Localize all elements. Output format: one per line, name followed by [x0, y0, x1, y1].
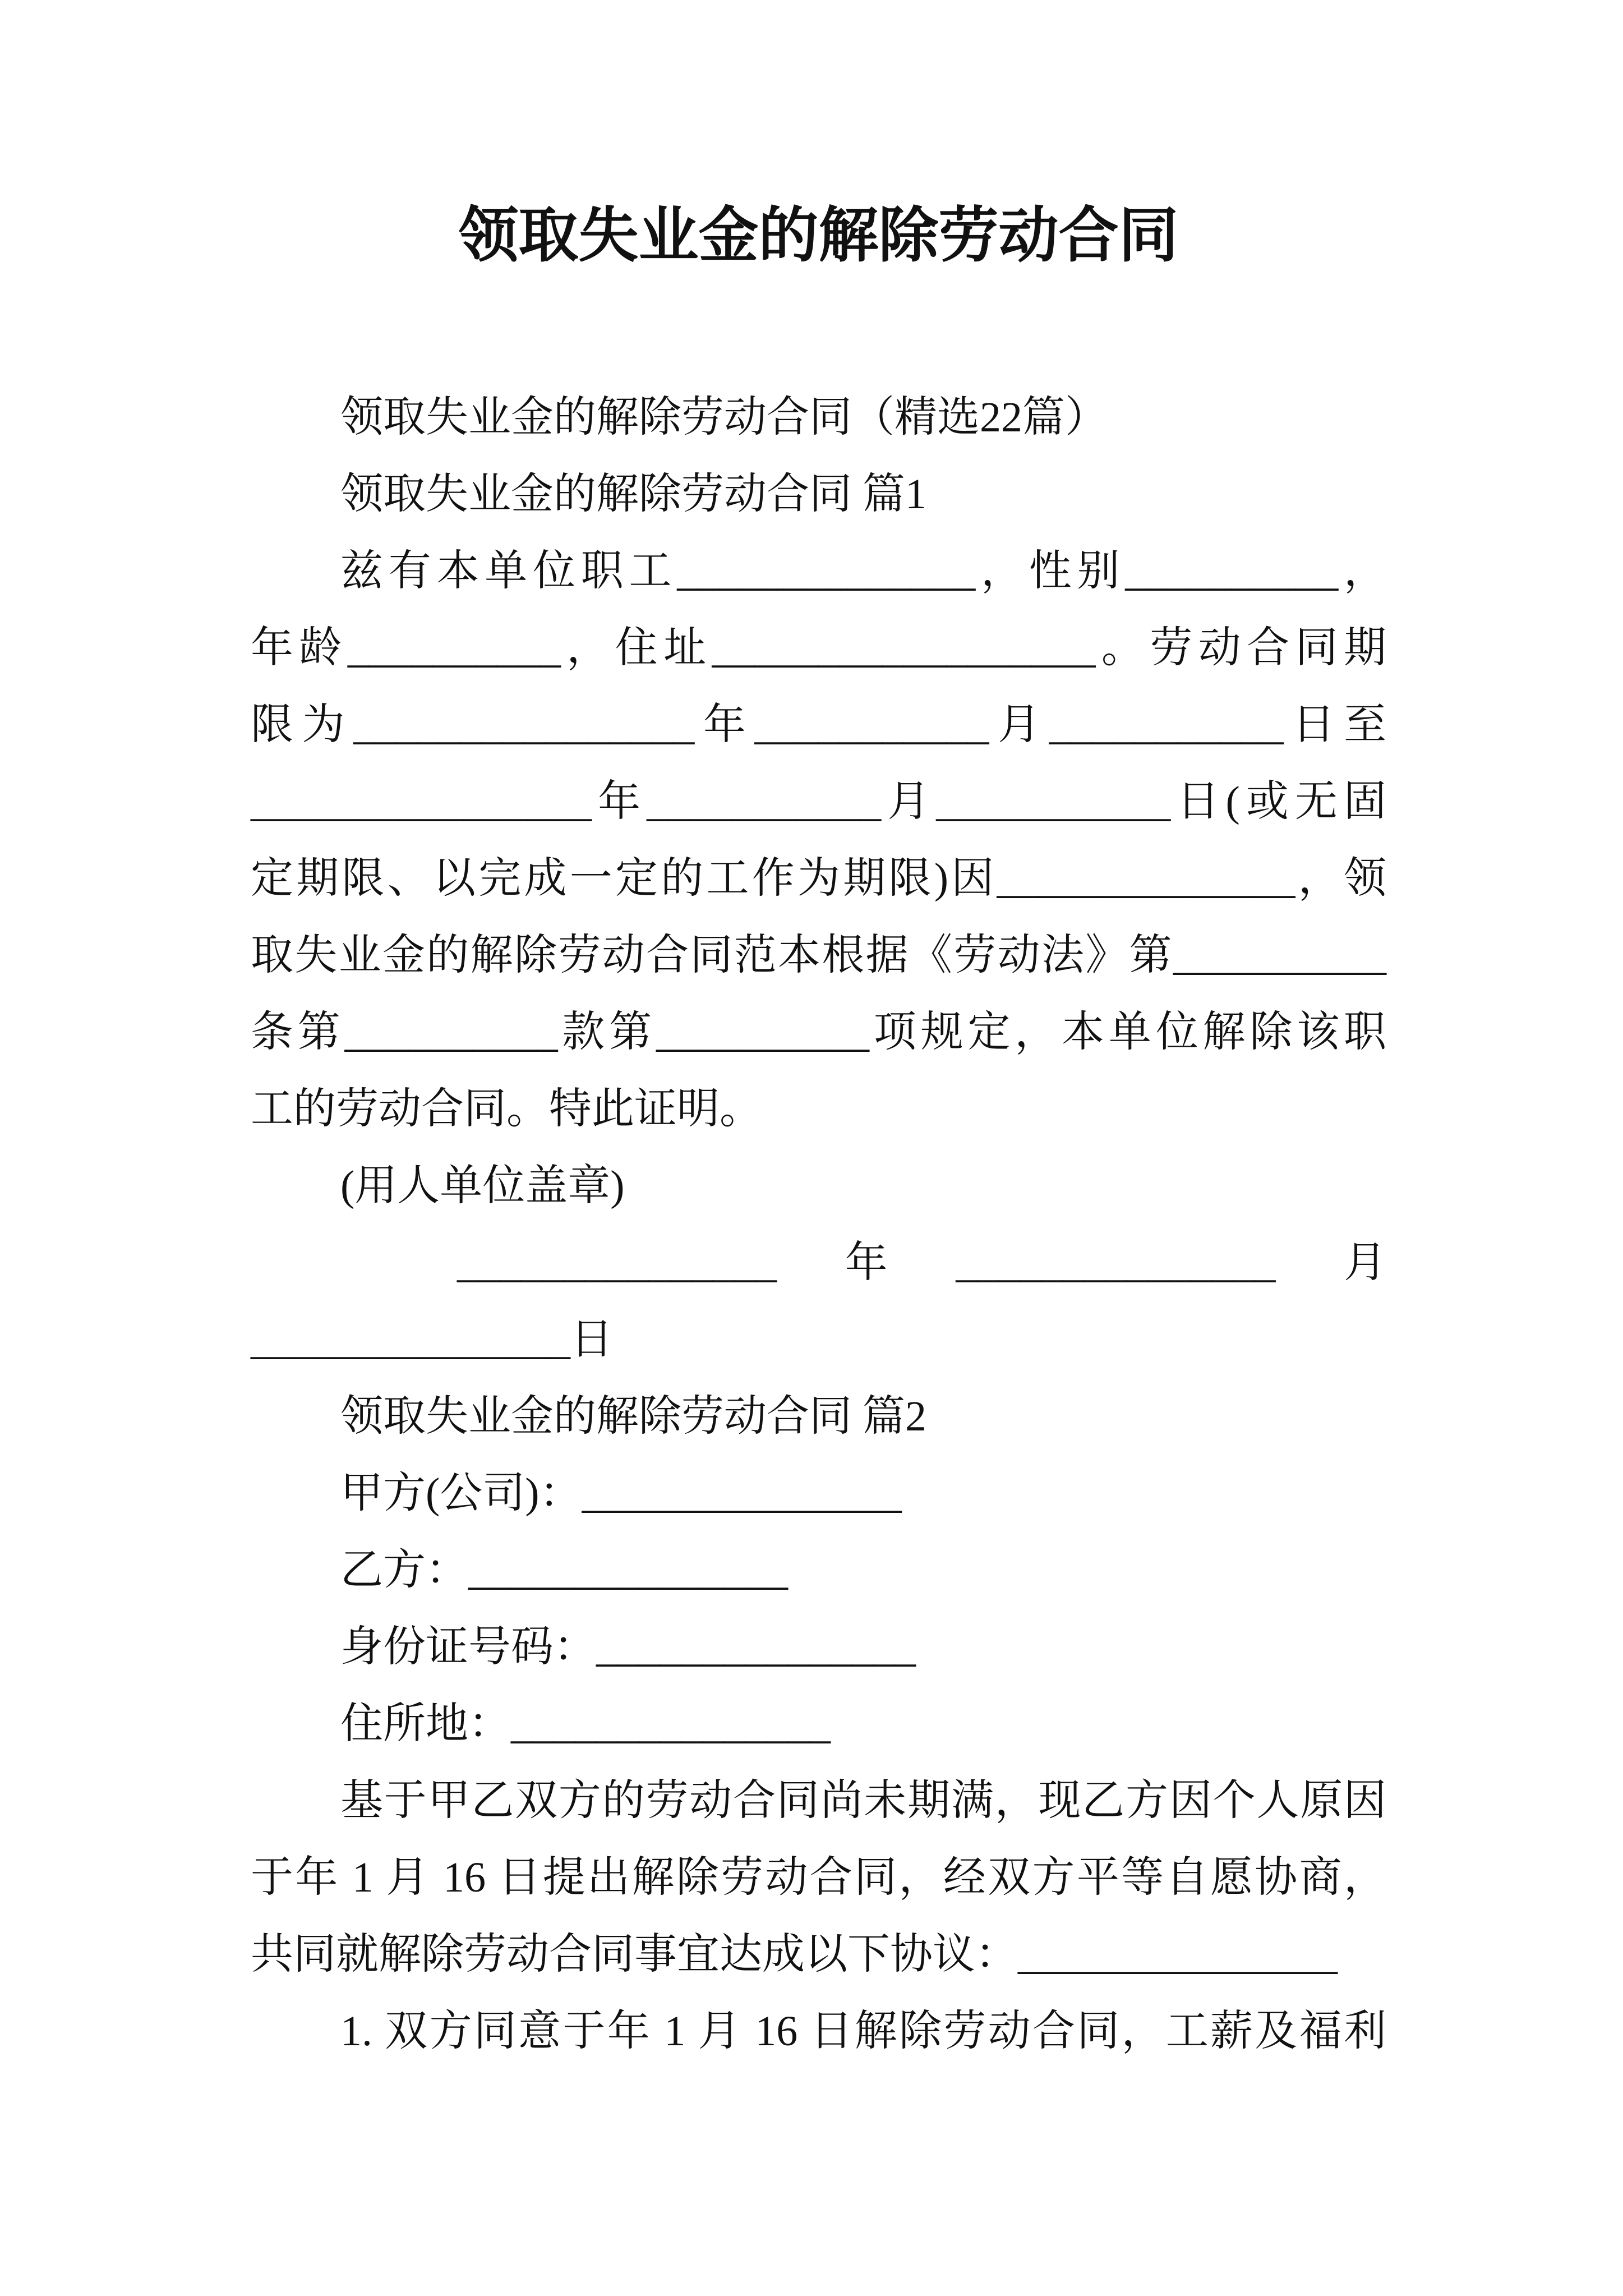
article-1-paragraph-line: 工的劳动合同。特此证明。: [251, 1085, 762, 1133]
article-2-heading: 领取失业金的解除劳动合同 篇2: [340, 1393, 926, 1440]
article-1-paragraph-line: 年龄__________，住址__________________。劳动合同期: [251, 624, 1386, 671]
field-label: 乙方：: [340, 1547, 468, 1594]
year-blank: _______________: [457, 1239, 777, 1286]
month-unit: 月: [1343, 1239, 1386, 1286]
document-body: [251, 379, 1386, 2070]
article-1-paragraph-line: 条第__________款第__________项规定，本单位解除该职: [251, 1009, 1386, 1056]
date-row: [251, 1225, 1386, 1301]
address-field: [251, 1686, 1386, 1763]
article-2-paragraph-line: 基于甲乙双方的劳动合同尚未期满，现乙方因个人原因: [340, 1777, 1386, 1824]
collection-heading: 领取失业金的解除劳动合同（精选22篇）: [340, 394, 1108, 441]
field-blank: _______________: [582, 1470, 902, 1517]
article-2-paragraph-line: 共同就解除劳动合同事宜达成以下协议：_______________: [251, 1931, 1338, 1978]
article-1-paragraph-line: 兹有本单位职工______________，性别__________，: [340, 547, 1386, 595]
clause-1-line: 1. 双方同意于年 1 月 16 日解除劳动合同，工薪及福利: [340, 2008, 1386, 2055]
field-blank: _______________: [468, 1547, 788, 1594]
month-blank: _______________: [956, 1239, 1276, 1286]
field-label: 身份证号码：: [340, 1623, 596, 1671]
article-2-paragraph-line: 于年 1 月 16 日提出解除劳动合同，经双方平等自愿协商，: [251, 1854, 1386, 1901]
field-blank: _______________: [596, 1623, 916, 1671]
field-label: 甲方(公司)：: [340, 1470, 582, 1517]
year-unit: 年: [845, 1239, 888, 1286]
document-title: 领取失业金的解除劳动合同: [458, 203, 1179, 269]
article-1-paragraph-line: 限为________________年___________月___________日至: [251, 701, 1386, 748]
field-blank: _______________: [511, 1700, 831, 1747]
seal-note: (用人单位盖章): [340, 1162, 625, 1209]
article-1-paragraph-line: ________________年___________月___________日(或无固: [251, 778, 1386, 825]
field-label: 住所地：: [340, 1700, 511, 1747]
article-1-heading: 领取失业金的解除劳动合同 篇1: [340, 471, 926, 518]
article-1-paragraph-line: 定期限、以完成一定的工作为期限)因______________，领: [251, 855, 1386, 902]
day-row: _______________日: [251, 1316, 613, 1363]
id-number-field: [251, 1609, 1386, 1686]
party-b-field: [251, 1532, 1386, 1609]
article-1-paragraph-line: 取失业金的解除劳动合同范本根据《劳动法》第__________: [251, 932, 1386, 979]
party-a-field: [251, 1455, 1386, 1532]
